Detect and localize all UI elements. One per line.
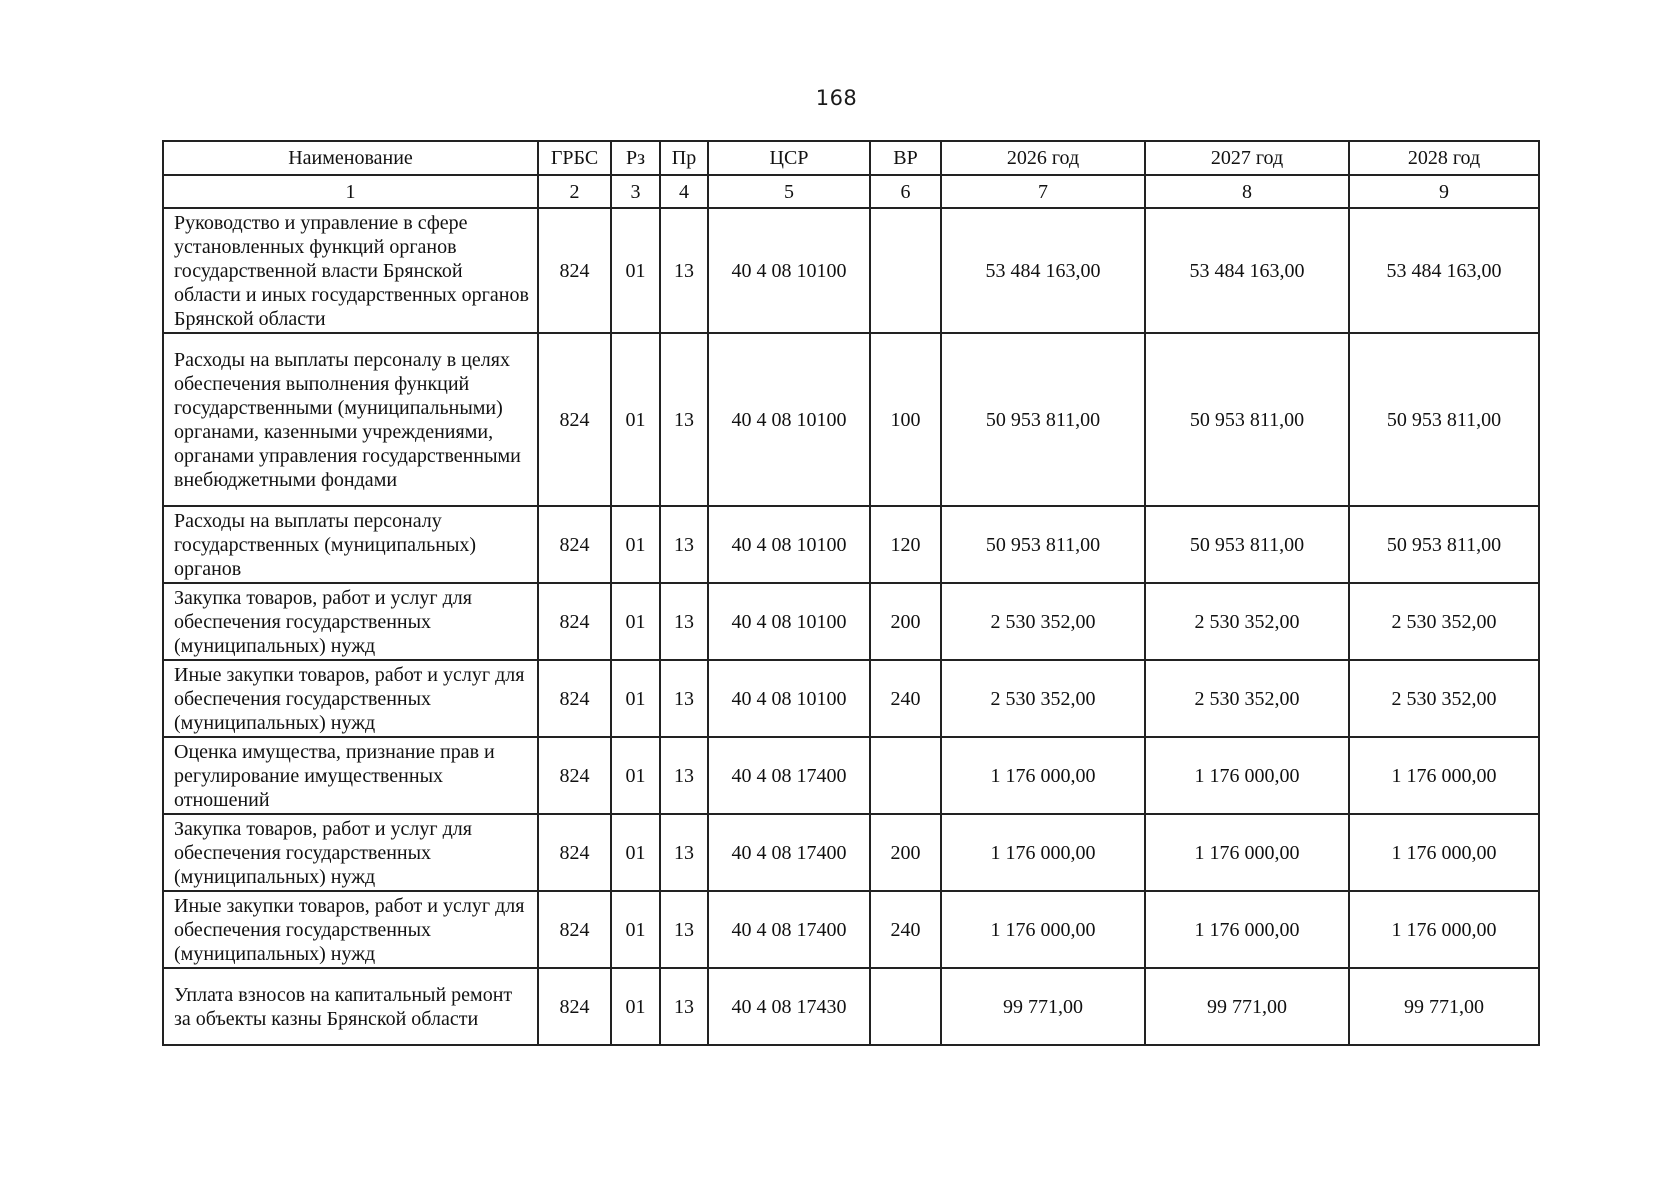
row-pr: 13 <box>660 208 708 333</box>
column-number: 4 <box>660 175 708 208</box>
row-grbs: 824 <box>538 891 611 968</box>
row-2027: 2 530 352,00 <box>1145 660 1349 737</box>
table-row <box>163 506 1539 583</box>
row-grbs: 824 <box>538 968 611 1045</box>
row-vr: 200 <box>870 583 941 660</box>
row-2028: 2 530 352,00 <box>1349 660 1539 737</box>
row-2026: 1 176 000,00 <box>941 737 1145 814</box>
header-cell-2028: 2028 год <box>1349 141 1539 175</box>
column-number: 3 <box>611 175 660 208</box>
header-cell-csr: ЦСР <box>708 141 870 175</box>
header-row <box>163 141 1539 175</box>
row-2026: 1 176 000,00 <box>941 814 1145 891</box>
row-2026: 53 484 163,00 <box>941 208 1145 333</box>
column-number: 2 <box>538 175 611 208</box>
row-pr: 13 <box>660 737 708 814</box>
page-number: 168 <box>815 86 858 110</box>
header-cell-2026: 2026 год <box>941 141 1145 175</box>
row-name: Оценка имущества, признание прав и регулирование имущественных отношений <box>163 737 538 814</box>
row-csr: 40 4 08 17400 <box>708 891 870 968</box>
row-pr: 13 <box>660 968 708 1045</box>
row-rz: 01 <box>611 891 660 968</box>
row-2026: 99 771,00 <box>941 968 1145 1045</box>
row-rz: 01 <box>611 968 660 1045</box>
row-rz: 01 <box>611 660 660 737</box>
table-row <box>163 208 1539 333</box>
row-vr: 200 <box>870 814 941 891</box>
row-grbs: 824 <box>538 737 611 814</box>
column-number: 7 <box>941 175 1145 208</box>
table-row <box>163 814 1539 891</box>
row-name: Закупка товаров, работ и услуг для обеспечения государственных (муниципальных) нужд <box>163 814 538 891</box>
table-row <box>163 891 1539 968</box>
row-2026: 1 176 000,00 <box>941 891 1145 968</box>
row-2028: 1 176 000,00 <box>1349 737 1539 814</box>
row-2028: 53 484 163,00 <box>1349 208 1539 333</box>
table-row <box>163 660 1539 737</box>
header-cell-vr: ВР <box>870 141 941 175</box>
row-rz: 01 <box>611 814 660 891</box>
row-2028: 99 771,00 <box>1349 968 1539 1045</box>
row-vr: 240 <box>870 660 941 737</box>
row-name: Руководство и управление в сфере установленных функций органов государственной власти Брянской области и иных государственных органов Брянской области <box>163 208 538 333</box>
row-vr: 100 <box>870 333 941 506</box>
row-rz: 01 <box>611 737 660 814</box>
header-cell-2027: 2027 год <box>1145 141 1349 175</box>
row-rz: 01 <box>611 583 660 660</box>
row-2027: 1 176 000,00 <box>1145 737 1349 814</box>
row-name: Расходы на выплаты персоналу в целях обеспечения выполнения функций государственными (муниципальными) органами, казенными учреждениями, органами управления государственными внебюджетными фондами <box>163 333 538 506</box>
header-cell-pr: Пр <box>660 141 708 175</box>
row-rz: 01 <box>611 333 660 506</box>
row-2027: 1 176 000,00 <box>1145 814 1349 891</box>
row-vr: 120 <box>870 506 941 583</box>
table-row <box>163 737 1539 814</box>
row-grbs: 824 <box>538 660 611 737</box>
row-name: Уплата взносов на капитальный ремонт за объекты казны Брянской области <box>163 968 538 1045</box>
row-2028: 1 176 000,00 <box>1349 891 1539 968</box>
budget-table <box>162 140 1540 1046</box>
row-csr: 40 4 08 10100 <box>708 583 870 660</box>
table-row <box>163 333 1539 506</box>
row-2027: 1 176 000,00 <box>1145 891 1349 968</box>
row-csr: 40 4 08 10100 <box>708 506 870 583</box>
table-row <box>163 968 1539 1045</box>
row-2027: 50 953 811,00 <box>1145 333 1349 506</box>
row-pr: 13 <box>660 333 708 506</box>
row-2027: 53 484 163,00 <box>1145 208 1349 333</box>
column-number: 8 <box>1145 175 1349 208</box>
row-2026: 50 953 811,00 <box>941 333 1145 506</box>
column-number-row <box>163 175 1539 208</box>
row-csr: 40 4 08 17400 <box>708 814 870 891</box>
row-csr: 40 4 08 17400 <box>708 737 870 814</box>
row-grbs: 824 <box>538 583 611 660</box>
row-name: Иные закупки товаров, работ и услуг для обеспечения государственных (муниципальных) нужд <box>163 891 538 968</box>
column-number: 5 <box>708 175 870 208</box>
row-2027: 50 953 811,00 <box>1145 506 1349 583</box>
row-vr <box>870 208 941 333</box>
row-pr: 13 <box>660 506 708 583</box>
row-2028: 50 953 811,00 <box>1349 333 1539 506</box>
row-name: Закупка товаров, работ и услуг для обеспечения государственных (муниципальных) нужд <box>163 583 538 660</box>
row-grbs: 824 <box>538 506 611 583</box>
header-cell-grbs: ГРБС <box>538 141 611 175</box>
column-number: 9 <box>1349 175 1539 208</box>
row-2027: 99 771,00 <box>1145 968 1349 1045</box>
row-rz: 01 <box>611 506 660 583</box>
row-name: Иные закупки товаров, работ и услуг для обеспечения государственных (муниципальных) нужд <box>163 660 538 737</box>
row-csr: 40 4 08 10100 <box>708 208 870 333</box>
header-cell-name: Наименование <box>163 141 538 175</box>
row-2026: 2 530 352,00 <box>941 583 1145 660</box>
row-csr: 40 4 08 10100 <box>708 660 870 737</box>
column-number: 6 <box>870 175 941 208</box>
header-cell-rz: Рз <box>611 141 660 175</box>
row-2027: 2 530 352,00 <box>1145 583 1349 660</box>
row-vr: 240 <box>870 891 941 968</box>
row-pr: 13 <box>660 891 708 968</box>
row-grbs: 824 <box>538 814 611 891</box>
row-2026: 2 530 352,00 <box>941 660 1145 737</box>
row-2028: 50 953 811,00 <box>1349 506 1539 583</box>
row-grbs: 824 <box>538 208 611 333</box>
row-2026: 50 953 811,00 <box>941 506 1145 583</box>
row-pr: 13 <box>660 814 708 891</box>
row-pr: 13 <box>660 660 708 737</box>
row-rz: 01 <box>611 208 660 333</box>
table-row <box>163 583 1539 660</box>
row-2028: 1 176 000,00 <box>1349 814 1539 891</box>
row-vr <box>870 968 941 1045</box>
column-number: 1 <box>163 175 538 208</box>
row-2028: 2 530 352,00 <box>1349 583 1539 660</box>
row-csr: 40 4 08 10100 <box>708 333 870 506</box>
row-vr <box>870 737 941 814</box>
row-name: Расходы на выплаты персоналу государственных (муниципальных) органов <box>163 506 538 583</box>
row-csr: 40 4 08 17430 <box>708 968 870 1045</box>
row-grbs: 824 <box>538 333 611 506</box>
row-pr: 13 <box>660 583 708 660</box>
